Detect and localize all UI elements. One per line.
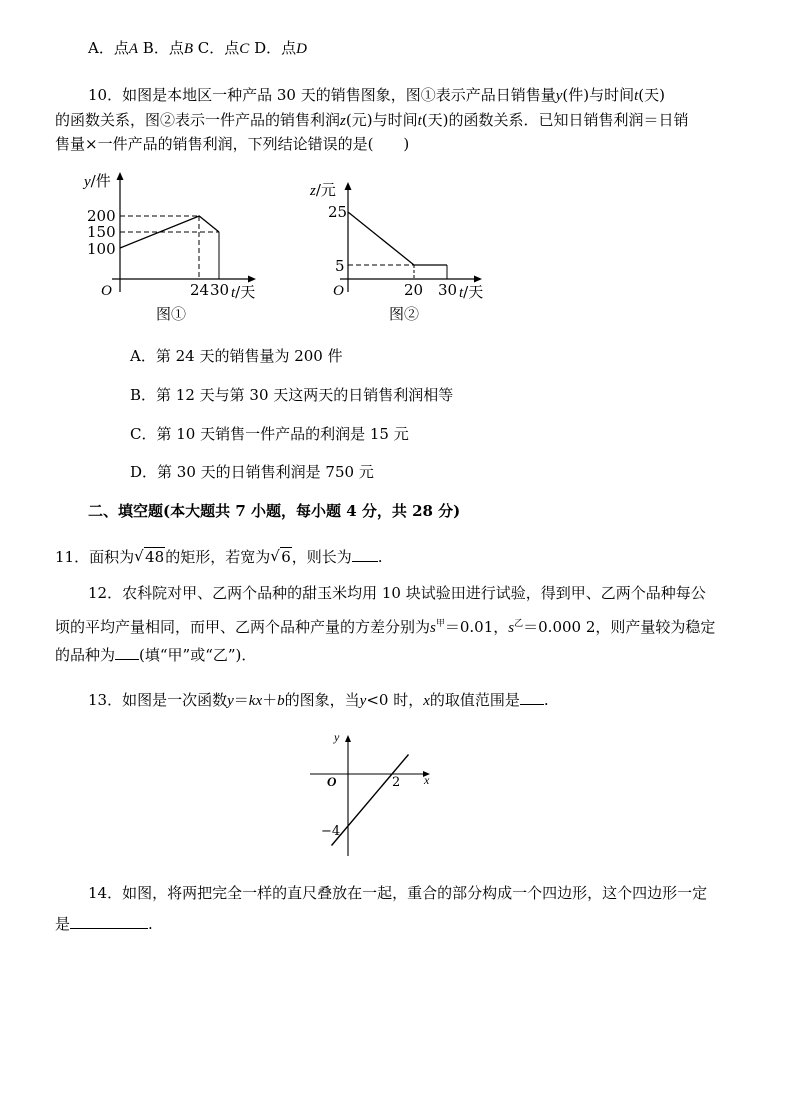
q9-options <box>88 38 307 59</box>
figure-2 <box>300 165 500 330</box>
q9-option-c-var: C <box>239 41 250 57</box>
q11-text: 的矩形，若宽为 <box>165 548 271 566</box>
q12-var-s: s <box>508 620 515 636</box>
q11-radicand-1: 48 <box>145 548 165 566</box>
fig3-y-label: y <box>334 730 340 744</box>
q10-text: (天)的函数关系．已知日销售利润＝日销 <box>421 111 689 129</box>
q12-answer-blank[interactable] <box>115 645 139 660</box>
fig1-y-arrow-icon <box>117 172 124 180</box>
q13-text: <0 时， <box>366 691 424 709</box>
q10-text: 10．如图是本地区一种产品 30 天的销售图象，图①表示产品日销售量 <box>88 86 556 104</box>
q13-text: 的图象，当 <box>284 691 360 709</box>
q12-text: (填“甲”或“乙”)． <box>139 646 257 664</box>
q13-var-x: x <box>423 693 430 709</box>
q12-text: ＝0.000 2，则产量较为稳定 <box>523 618 716 636</box>
q12-line1: 12．农科院对甲、乙两个品种的甜玉米均用 10 块试验田进行试验，得到甲、乙两个品种每公 <box>88 584 706 602</box>
fig3-x-label: x <box>424 773 430 787</box>
fig3-function-line <box>332 755 409 846</box>
q13 <box>88 690 549 711</box>
fig1-tick-150: 150 <box>87 223 116 241</box>
q14-answer-blank[interactable] <box>70 914 148 929</box>
sqrt-6 <box>270 547 292 567</box>
q11-radicand-2: 6 <box>281 548 291 566</box>
q12-text: ＝0.01， <box>444 618 509 636</box>
fig2-ylabel-var: z <box>310 183 316 199</box>
q9-option-b: B．点 <box>142 39 184 57</box>
fig1-ylabel-unit: /件 <box>90 172 111 190</box>
figure-1 <box>80 165 280 330</box>
q11 <box>55 547 383 567</box>
q10-text: (元)与时间 <box>345 111 418 129</box>
fig2-tick-30: 30 <box>438 281 458 299</box>
fig1-tick-24: 24 <box>190 281 210 299</box>
q10-option-c: C．第 10 天销售一件产品的利润是 15 元 <box>130 425 409 443</box>
q11-text: 11．面积为 <box>55 548 135 566</box>
q14-text: . <box>148 915 153 933</box>
fig3-y-arrow-icon <box>345 735 351 742</box>
fig2-tick-20: 20 <box>404 281 424 299</box>
fig2-tick-25: 25 <box>328 203 348 221</box>
fig2-origin: O <box>333 283 344 299</box>
q10-text: 售量×一件产品的销售利润，下列结论错误的是( ) <box>55 135 410 153</box>
q12-sub-yi: 乙 <box>514 619 524 629</box>
q9-option-d: D．点 <box>254 39 297 57</box>
fig2-caption: 图② <box>389 305 420 323</box>
radical-icon: √ <box>134 547 144 565</box>
q11-text: . <box>377 548 383 566</box>
fig2-ylabel-unit: /元 <box>315 181 336 199</box>
q12-line2 <box>55 614 715 638</box>
q12-text: 的品种为 <box>55 646 116 664</box>
q12-text: 顷的平均产量相同，而甲、乙两个品种产量的方差分别为 <box>55 618 431 636</box>
q9-option-b-var: B <box>183 41 193 57</box>
q10-var-t: t <box>634 88 639 104</box>
fig2-ylabel <box>309 181 336 199</box>
q12-line3 <box>55 645 256 665</box>
fig2-xlabel-var: t <box>459 285 464 301</box>
q10-var-t: t <box>417 113 422 129</box>
figure-3 <box>300 720 450 865</box>
q10-option-d: D．第 30 天的日销售利润是 750 元 <box>130 463 374 481</box>
fig2-series-line <box>348 212 447 265</box>
q13-text: 的取值范围是 <box>429 691 520 709</box>
fig2-x-arrow-icon <box>474 276 482 283</box>
fig1-ylabel-var: y <box>84 174 91 190</box>
fig1-ylabel <box>82 172 111 190</box>
fig1-xlabel <box>231 283 255 301</box>
q10-line3 <box>55 134 409 154</box>
fig3-origin: O <box>327 774 337 789</box>
q9-option-d-var: D <box>296 41 307 57</box>
q9-option-a-var: A <box>128 41 139 57</box>
q10-text: (天) <box>638 86 665 104</box>
q13-answer-blank[interactable] <box>520 690 544 705</box>
q14-line2 <box>55 914 153 934</box>
section-heading: 二、填空题(本大题共 7 小题，每小题 4 分，共 28 分) <box>88 502 461 520</box>
q10-option-a: A．第 24 天的销售量为 200 件 <box>130 347 343 365</box>
q10-line2 <box>55 110 688 131</box>
q10-text: (件)与时间 <box>562 86 635 104</box>
fig1-x-arrow-icon <box>248 276 256 283</box>
fig1-xlabel-unit: /天 <box>235 283 256 301</box>
q11-text: ，则长为 <box>291 548 352 566</box>
q13-var-b: b <box>277 693 285 709</box>
fig3-tick-2: 2 <box>392 775 401 790</box>
q10-var-z: z <box>340 113 346 129</box>
fig1-tick-200: 200 <box>87 207 116 225</box>
q12-sub-jia: 甲 <box>435 619 445 629</box>
q13-text: 13．如图是一次函数 <box>88 691 228 709</box>
q9-option-c: C．点 <box>197 39 240 57</box>
q13-var-y: y <box>227 693 234 709</box>
q14-line1: 14．如图，将两把完全一样的直尺叠放在一起，重合的部分构成一个四边形，这个四边形一定 <box>88 884 708 902</box>
fig2-tick-5: 5 <box>335 257 345 275</box>
q13-var-kx: kx <box>248 693 263 709</box>
q10-line1 <box>88 85 665 106</box>
fig2-xlabel <box>459 283 483 301</box>
fig2-xlabel-unit: /天 <box>463 283 484 301</box>
q9-option-a: A．点 <box>88 39 129 57</box>
fig3-tick-neg4: −4 <box>321 824 341 839</box>
sqrt-48 <box>134 547 165 567</box>
fig1-caption: 图① <box>156 305 187 323</box>
q13-plus: ＋ <box>262 691 278 709</box>
q10-var-y: y <box>555 88 563 104</box>
q13-text: . <box>543 691 549 709</box>
q10-option-b: B．第 12 天与第 30 天这两天的日销售利润相等 <box>130 386 454 404</box>
q14-text: 是 <box>55 915 71 933</box>
fig2-y-arrow-icon <box>345 182 352 190</box>
fig1-tick-30: 30 <box>210 281 230 299</box>
q10-text: 的函数关系，图②表示一件产品的销售利润 <box>55 111 341 129</box>
fig1-xlabel-var: t <box>231 285 236 301</box>
q13-var-y: y <box>359 693 367 709</box>
radical-icon: √ <box>270 547 280 565</box>
q11-answer-blank[interactable] <box>352 547 378 562</box>
fig1-tick-100: 100 <box>87 240 116 258</box>
fig1-origin: O <box>101 283 112 299</box>
q13-eq: ＝ <box>233 691 249 709</box>
q12-var-s: s <box>430 620 436 636</box>
